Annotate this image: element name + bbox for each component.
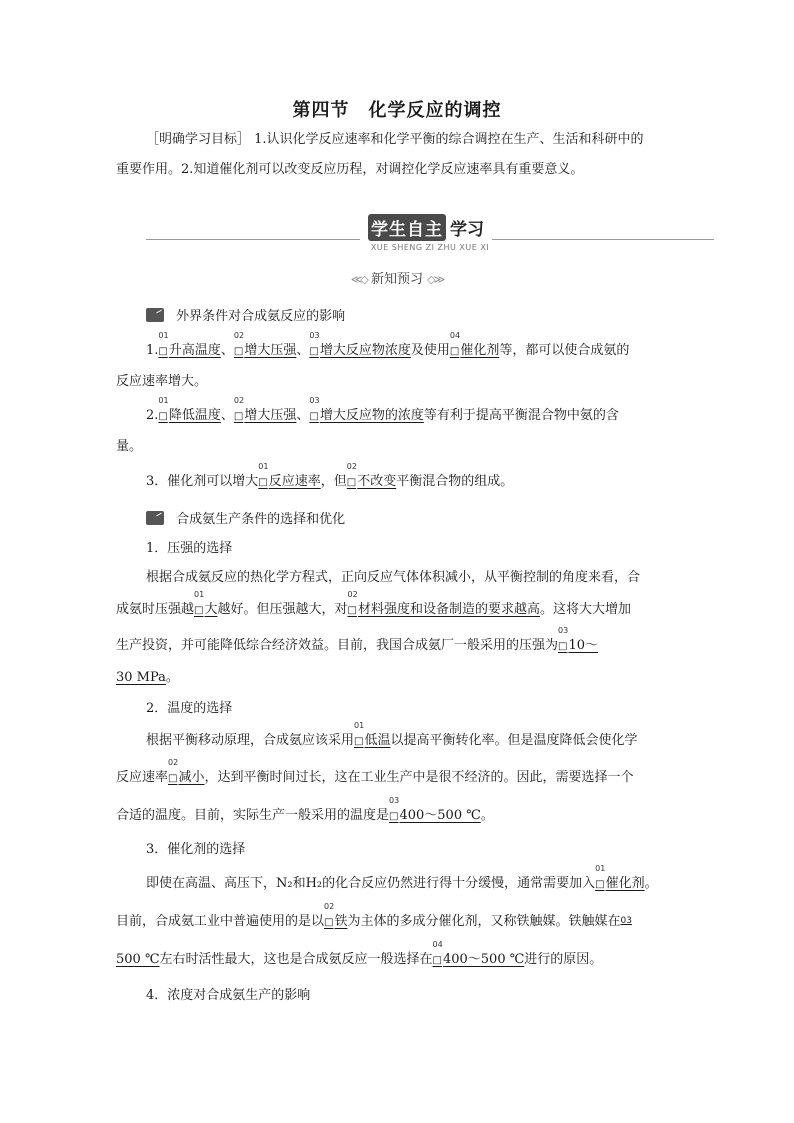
text: 左右时活性最大，这也是合成氨反应一般选择在 — [159, 952, 433, 967]
sub-1-title: 1．压强的选择 — [146, 541, 233, 556]
text: 合适的温度。目前，实际生产一般采用的温度是 — [116, 808, 390, 823]
blank-answer: 400～500 ℃ — [442, 952, 525, 967]
blank-mark-icon: □ — [194, 605, 204, 616]
text: 以提高平衡转化率。但是温度降低会使化学 — [390, 733, 638, 748]
objectives-line-1 — [146, 130, 644, 150]
answer-blank — [116, 668, 166, 688]
blank-answer: 10～ — [568, 638, 599, 653]
blank-mark-icon: □ — [158, 411, 168, 422]
section-2-heading — [146, 510, 345, 530]
blank-mark-icon: □ — [346, 477, 357, 488]
text: 。 — [480, 808, 494, 823]
blank-answer: 增大压强 — [244, 408, 297, 423]
blank-answer: 铁 — [334, 914, 348, 929]
answer-blank — [194, 590, 218, 621]
blank-answer: 减小 — [178, 770, 205, 785]
blank-answer: 400～500 ℃ — [399, 808, 481, 823]
blank-mark-icon: □ — [309, 411, 319, 422]
text: 为主体的多成分催化剂，又称铁触媒。铁触媒在 — [347, 914, 621, 929]
blank-number: 01 — [158, 396, 169, 405]
blank-number: 04 — [432, 940, 443, 949]
sub-3-line-2 — [116, 902, 632, 933]
page-title: 第四节 化学反应的调控 — [292, 100, 502, 121]
sub-2-line-2 — [116, 758, 634, 789]
objectives-line-2 — [116, 160, 583, 180]
blank-number: 01 — [194, 590, 205, 599]
answer-blank — [432, 940, 525, 971]
text: 平衡混合物的组成。 — [396, 474, 514, 489]
banner-rest: 学习 — [450, 219, 484, 240]
answer-blank — [233, 396, 297, 427]
blank-mark-icon: □ — [432, 955, 442, 966]
sub-1-line-4 — [116, 668, 179, 688]
text: ，但 — [320, 474, 347, 489]
blank-mark-icon: □ — [558, 641, 568, 652]
s1-item-3 — [146, 462, 514, 493]
objectives-text-2: 重要作用。2.知道催化剂可以改变反应历程，对调控化学反应速率具有重要意义。 — [116, 162, 584, 177]
answer-blank — [309, 396, 424, 427]
section-marker-icon — [146, 511, 164, 525]
blank-answer: 大 — [204, 602, 218, 617]
answer-blank — [233, 331, 297, 362]
s1-item-2 — [146, 396, 619, 427]
text: 、 — [220, 408, 234, 423]
preview-heading — [0, 268, 794, 287]
blank-answer: 低温 — [364, 733, 391, 748]
text: 。这将大大增加 — [539, 602, 631, 617]
blank-number: 01 — [158, 331, 169, 340]
banner-title — [360, 214, 492, 240]
blank-number: 02 — [347, 590, 358, 599]
item-prefix: 3．催化剂可以增大 — [146, 474, 259, 489]
text: 反应速率 — [116, 770, 169, 785]
text: 目前，合成氨工业中普遍使用的是以 — [116, 914, 325, 929]
blank-mark-icon: □ — [233, 411, 244, 422]
s1-item-1-cont — [116, 372, 207, 392]
blank-mark-icon: □ — [168, 773, 178, 784]
blank-number: 02 — [346, 462, 357, 471]
text: 成氨时压强越 — [116, 602, 195, 617]
blank-number: 03 — [558, 626, 569, 635]
blank-mark-icon: □ — [347, 605, 357, 616]
blank-number: 02 — [168, 758, 179, 767]
blank-answer: 增大反应物的浓度 — [319, 408, 424, 423]
sub-3-line-3 — [116, 940, 603, 971]
blank-mark-icon: □ — [324, 917, 334, 928]
blank-mark-icon: □ — [158, 346, 168, 357]
self-study-banner — [146, 210, 714, 258]
blank-answer: 增大压强 — [244, 343, 297, 358]
ornament-right-icon: ◇≫ — [427, 273, 444, 286]
text: 、 — [296, 408, 310, 423]
s1-item-1 — [146, 331, 630, 362]
sub-4-title: 4．浓度对合成氨生产的影响 — [146, 988, 311, 1003]
blank-mark-icon: □ — [389, 811, 399, 822]
blank-mark-icon: □ — [595, 879, 605, 890]
blank-mark-icon: □ — [233, 346, 244, 357]
answer-blank — [258, 462, 321, 493]
item-prefix: 2. — [146, 408, 159, 423]
blank-answer: 降低温度 — [168, 408, 221, 423]
answer-blank — [347, 590, 540, 621]
text: 越好。但压强越大，对 — [217, 602, 348, 617]
answer-blank — [354, 721, 391, 752]
answer-blank — [116, 950, 160, 970]
text: 进行的原因。 — [524, 952, 603, 967]
blank-answer: 500 ℃ — [116, 952, 160, 967]
ornament-left-icon: ≪◇ — [350, 273, 367, 286]
preview-title: 新知预习 — [370, 272, 423, 287]
text: 等有利于提高平衡混合物中氨的含 — [423, 408, 619, 423]
section-2-title: 合成氨生产条件的选择和优化 — [176, 512, 346, 527]
answer-blank — [558, 626, 599, 657]
blank-answer: 材料强度和设备制造的要求越高 — [357, 602, 540, 617]
blank-mark-icon: □ — [258, 477, 268, 488]
section-marker-icon — [146, 308, 164, 322]
blank-number: 03 — [389, 796, 400, 805]
blank-answer: 反应速率 — [268, 474, 321, 489]
text: 。 — [644, 876, 658, 891]
text: 、 — [296, 343, 310, 358]
objectives-label: ［明确学习目标］ — [146, 132, 251, 147]
sub-3-title: 3．催化剂的选择 — [146, 842, 246, 857]
blank-number: 02 — [233, 396, 245, 405]
banner-pinyin: XUE SHENG ZI ZHU XUE XI — [370, 243, 490, 252]
blank-answer: 升高温度 — [168, 343, 221, 358]
blank-mark-icon: □ — [449, 346, 460, 357]
sub-1-line-1: 根据合成氨反应的热化学方程式，正向反应气体体积减小，从平衡控制的角度来看，合 — [146, 570, 641, 585]
answer-blank — [168, 758, 205, 789]
blank-number: 01 — [354, 721, 365, 730]
blank-number: 01 — [258, 462, 269, 471]
answer-blank — [158, 331, 221, 362]
blank-answer: 增大反应物浓度 — [319, 343, 411, 358]
text: 量。 — [116, 439, 143, 454]
blank-answer: 催化剂 — [605, 876, 645, 891]
blank-number: 03 — [309, 331, 320, 340]
text: 及使用 — [410, 343, 450, 358]
banner-chip: 学生自主 — [368, 214, 446, 241]
sub-2-line-1 — [146, 721, 638, 752]
blank-answer: 30 MPa — [116, 670, 166, 685]
text: 生产投资，并可能降低综合经济效益。目前，我国合成氨厂一般采用的压强为 — [116, 638, 559, 653]
answer-blank — [449, 331, 500, 362]
text: 根据平衡移动原理，合成氨应该采用 — [146, 733, 355, 748]
blank-mark-icon: □ — [354, 736, 364, 747]
answer-blank — [324, 902, 348, 933]
text: 、 — [220, 343, 234, 358]
text: 等，都可以使合成氨的 — [499, 343, 630, 358]
s1-item-2-cont — [116, 437, 142, 457]
answer-blank — [309, 331, 411, 362]
blank-number: 03 — [309, 396, 320, 405]
section-1-heading — [146, 307, 345, 327]
answer-blank — [158, 396, 221, 427]
text: 即使在高温、高压下，N₂和H₂的化合反应仍然进行得十分缓慢，通常需要加入 — [146, 876, 596, 891]
sub-1-line-2 — [116, 590, 631, 621]
sub-1-line-3 — [116, 626, 599, 657]
blank-answer: 催化剂 — [460, 343, 500, 358]
blank-answer: 不改变 — [357, 474, 397, 489]
answer-blank — [595, 864, 645, 895]
section-1-title: 外界条件对合成氨反应的影响 — [176, 309, 346, 324]
blank-number: 04 — [449, 331, 461, 340]
blank-number: 03 — [620, 916, 632, 926]
objectives-text-1: 1.认识化学反应速率和化学平衡的综合调控在生产、生活和科研中的 — [254, 132, 644, 147]
answer-blank — [346, 462, 397, 493]
blank-number: 02 — [324, 902, 335, 911]
sub-3-line-1 — [146, 864, 658, 895]
text: 。 — [165, 670, 179, 685]
item-prefix: 1. — [146, 343, 159, 358]
answer-blank — [389, 796, 481, 827]
text: 反应速率增大。 — [116, 374, 208, 389]
blank-number: 02 — [233, 331, 245, 340]
text: ，达到平衡时间过长，这在工业生产中是很不经济的。因此，需要选择一个 — [204, 770, 634, 785]
blank-mark-icon: □ — [309, 346, 319, 357]
sub-2-title: 2．温度的选择 — [146, 701, 233, 716]
blank-number: 01 — [595, 864, 606, 873]
sub-2-line-3 — [116, 796, 494, 827]
